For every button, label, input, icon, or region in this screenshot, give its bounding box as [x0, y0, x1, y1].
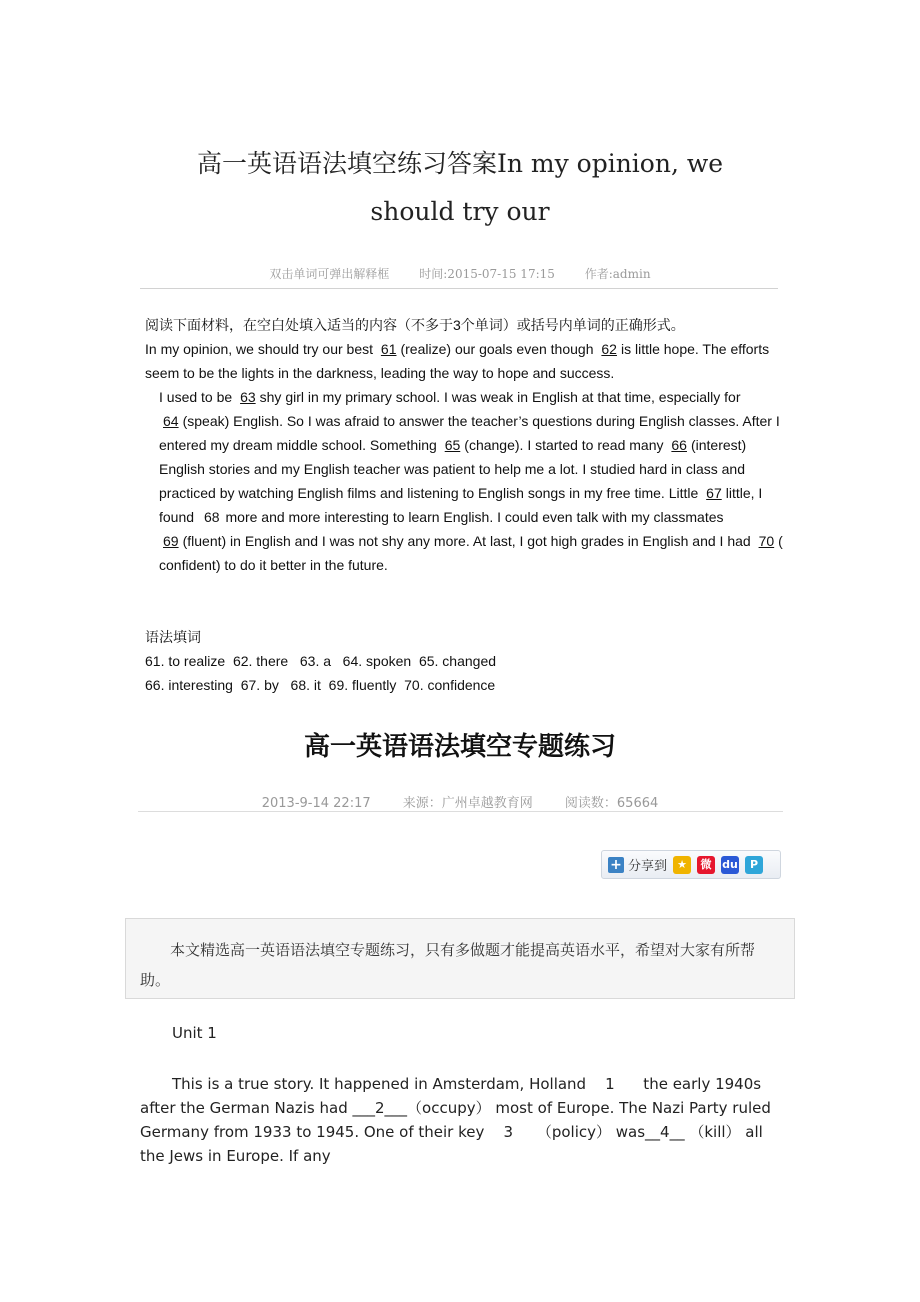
answer-line-1: 61. to realize 62. there 63. a 64. spoken 65. changed: [145, 653, 497, 669]
summary-text: 本文精选高一英语语法填空专题练习，只有多做题才能提高英语水平，希望对大家有所帮助。: [140, 941, 756, 989]
blank-61: 61: [380, 341, 397, 357]
baidu-icon[interactable]: du: [721, 856, 739, 874]
unit-heading: Unit 1: [172, 1024, 217, 1042]
blank-66: 66: [671, 437, 687, 453]
article-meta: [140, 265, 780, 282]
blank-69: 69: [163, 533, 179, 549]
blank-67: 67: [706, 485, 722, 501]
answer-heading: 语法填词: [145, 629, 201, 645]
article-2-meta: [140, 792, 780, 811]
paragraph-1: In my opinion, we should try our best 61 (realize) our goals even though 62 is little hope. The efforts seem to be the lights in the darkness, leading the way to hope and success.: [145, 341, 770, 381]
author: 作者:admin: [584, 267, 651, 281]
blank-64: 64: [163, 413, 179, 429]
share-bar[interactable]: [601, 850, 781, 879]
share-plus-icon[interactable]: +: [608, 857, 624, 873]
qq-icon[interactable]: P: [745, 856, 763, 874]
share-label[interactable]: 分享到: [628, 859, 668, 874]
publish-time: 时间:2015-07-15 17:15: [419, 267, 555, 281]
blank-62: 62: [601, 341, 617, 357]
article-title-line-2: should try our: [370, 197, 550, 226]
divider: [140, 288, 778, 289]
weibo-icon[interactable]: 微: [697, 856, 715, 874]
instruction: 阅读下面材料，在空白处填入适当的内容（不多于3个单词）或括号内单词的正确形式。: [145, 317, 685, 333]
story-passage: [140, 1072, 786, 1168]
exercise-passage: [145, 313, 785, 577]
article-title: [120, 140, 800, 236]
summary-box: [125, 918, 795, 999]
blank-70: 70: [758, 533, 775, 549]
paragraph-2: I used to be 63 shy girl in my primary school. I was weak in English at that time, especially for 64 (speak) English. So I was afraid to answer the teacher’s questions during English classes. After I entered my dream middle school. Something 65 (change). I started to read many 66 (interest) English stories and my English teacher was patient to help me a lot. I studied hard in class and practiced by watching English films and listening to English songs in my free time. Little 67 little, I found 68 more and more interesting to learn English. I could even talk with my classmates 69 (fluent) in English and I was not shy any more. At last, I got high grades in English and I had 70 ( confident) to do it better in the future.: [159, 389, 783, 573]
divider: [138, 811, 783, 812]
answer-line-2: 66. interesting 67. by 68. it 69. fluently 70. confidence: [145, 677, 496, 693]
dictionary-hint: 双击单词可弹出解释框: [269, 267, 390, 281]
article-title-line-1: 高一英语语法填空练习答案In my opinion, we: [196, 149, 724, 178]
story-text: This is a true story. It happened in Amsterdam, Holland 1 the early 1940s after the German Nazis had ___2___（occupy） most of Europe. The Nazi Party ruled Germany from 1933 to 1945. One of their key 3 （policy） was__4__ （kill） all the Jews in Europe. If any: [140, 1075, 776, 1165]
blank-68: 68: [203, 509, 220, 525]
blank-65: 65: [444, 437, 461, 453]
article-2-title: 高一英语语法填空专题练习: [303, 732, 616, 762]
source: 来源：广州卓越教育网: [402, 796, 533, 811]
qzone-icon[interactable]: ★: [673, 856, 691, 874]
publish-date: 2013-9-14 22:17: [261, 796, 371, 811]
blank-63: 63: [240, 389, 256, 405]
view-count: 阅读数：65664: [564, 796, 659, 811]
answer-key: [145, 625, 785, 697]
